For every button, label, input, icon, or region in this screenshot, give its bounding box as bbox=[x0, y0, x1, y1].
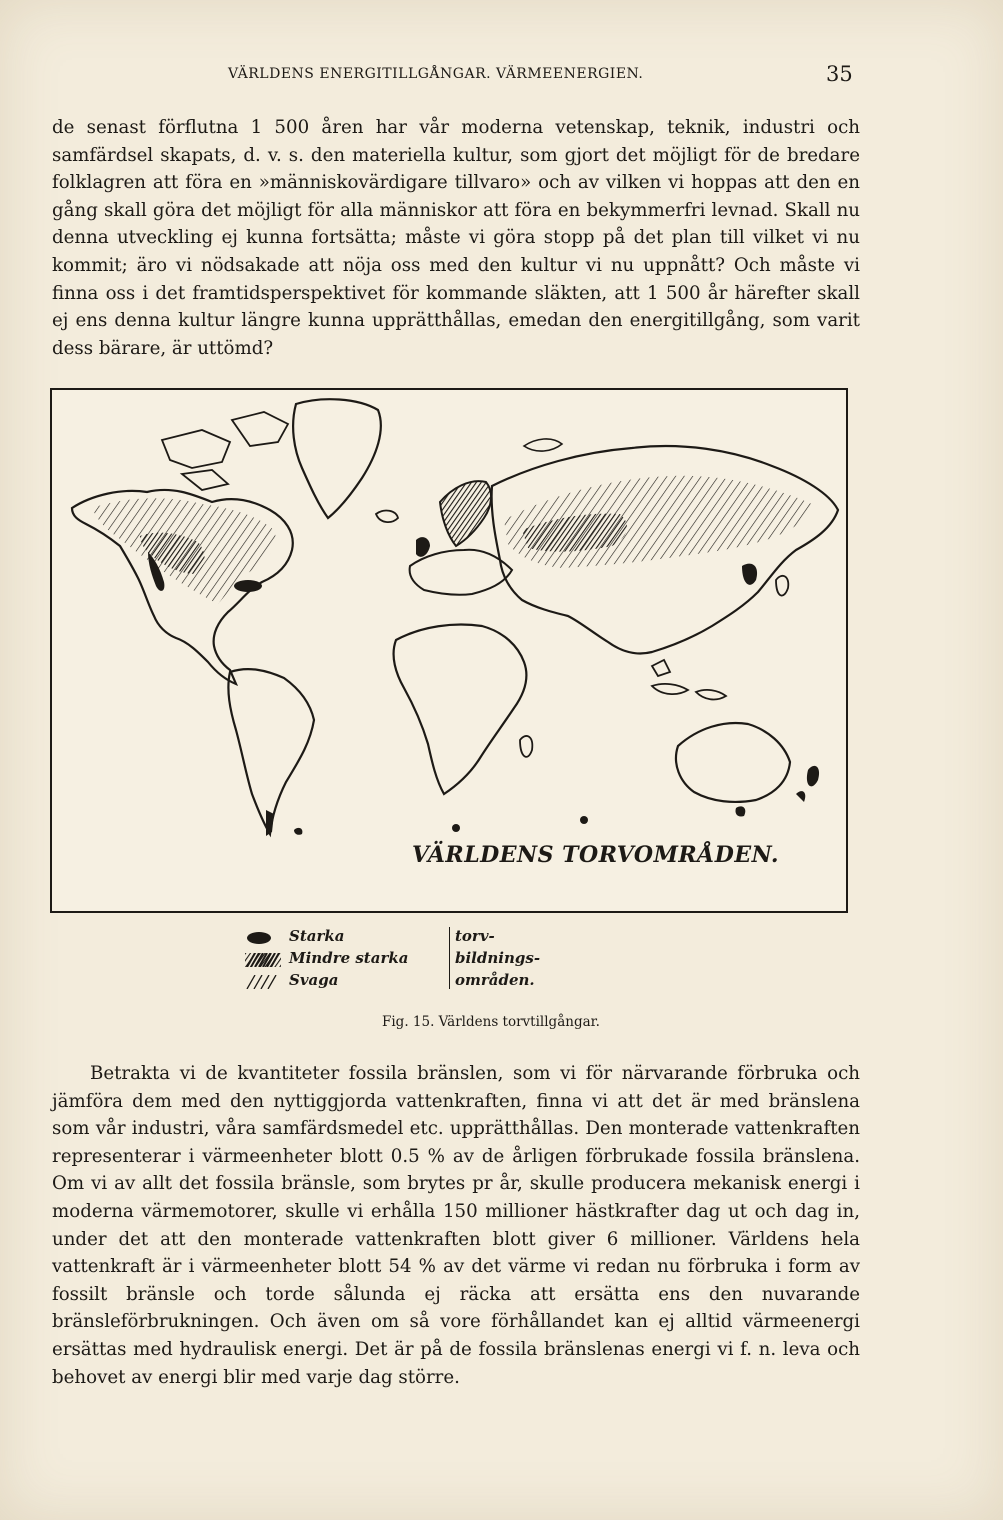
europe-outline bbox=[410, 550, 512, 595]
scandinavia-outline bbox=[440, 481, 491, 546]
japan bbox=[776, 576, 788, 596]
world-map-drawing bbox=[52, 390, 846, 911]
paragraph-intro: de senast förflutna 1 500 åren har vår moderna vetenskap, teknik, industri och samfärdsel skapats, d. v. s. den materiella kultur, som gjort det möjligt för de bredare folklagren att föra en »människovärdigare tillvaro» och av vilken vi hoppas att den en gång skall göra det möjligt för alla människor att föra en bekymmerfri levnad. Skall nu denna utveckling ej kunna fortsätta; måste vi göra stopp på det plan till vilket vi nu kommit; äro vi nödsakade att nöja oss med den kultur vi nu uppnått? Och måste vi finna oss i det framtidsperspektivet för kommande släkten, att 1 500 år härefter skall ej ens denna kultur längre kunna upprätthållas, emedan den energitillgång, som varit dess bärare, är uttömd? bbox=[52, 117, 860, 359]
legend-swatch-medium bbox=[245, 951, 281, 965]
madagascar bbox=[520, 736, 532, 757]
subantarctic-island-1 bbox=[452, 824, 460, 832]
tasmania bbox=[735, 806, 745, 816]
legend-term bbox=[455, 925, 540, 991]
australia-outline bbox=[676, 723, 790, 802]
subantarctic-island-2 bbox=[580, 816, 588, 824]
new-zealand bbox=[796, 766, 819, 802]
indonesia-islands bbox=[652, 660, 726, 699]
legend-term-line-1: torv- bbox=[455, 927, 495, 945]
peat-world-map bbox=[50, 388, 848, 913]
running-head: VÄRLDENS ENERGITILLGÅNGAR. VÄRMEENERGIEN. bbox=[228, 66, 644, 82]
legend-swatch-weak bbox=[245, 973, 281, 987]
novaya-zemlya bbox=[524, 439, 562, 451]
east-asia-peat-strong bbox=[742, 564, 757, 585]
falkland-islands bbox=[294, 828, 302, 835]
legend-swatch-strong bbox=[245, 929, 281, 943]
arctic-archipelago bbox=[162, 412, 288, 490]
great-lakes bbox=[234, 580, 262, 592]
patagonia-peat bbox=[266, 810, 274, 836]
page-number: 35 bbox=[826, 62, 853, 86]
legend-term-line-2: bildnings- bbox=[455, 949, 541, 967]
legend-term-line-3: områden. bbox=[455, 971, 535, 989]
africa-outline bbox=[394, 625, 527, 794]
iceland bbox=[376, 511, 398, 523]
greenland-outline bbox=[293, 399, 381, 518]
legend-label-strong: Starka bbox=[289, 927, 345, 945]
legend-label-weak: Svaga bbox=[289, 971, 339, 989]
legend-label-medium: Mindre starka bbox=[289, 949, 409, 967]
paragraph-body: Betrakta vi de kvantiteter fossila bränslen, som vi för närvarande förbruka och jämföra dem med den nyttiggjorda vattenkraften, finna vi att det är med bränslena som vår industri, våra samfärdsmedel etc. upprätthållas. Den monterade vattenkraften representerar i värmeenheter blott 0.5 % av de årligen förbrukade fossila bränslena. Om vi av allt det fossila bränsle, som brytes pr år, skulle producera mekanisk energi i moderna värmemotorer, skulle vi erhålla 150 millioner hästkrafter dag ut och dag in, under det att den monterade vattenkraften blott giver 6 millioner. Världens hela vattenkraft är i värmeenheter blott 54 % av det värme vi redan nu förbruka i form av fossilt bränsle och torde sålunda ej räcka att ersätta ens den nuvarande bränsleförbrukningen. Och även om så vore förhållandet kan ej alltid värmeenergi ersättas med hydraulisk energi. Det är på de fossila bränslenas energi vi f. n. leva och behovet av energi blir med varje dag större. bbox=[52, 1063, 860, 1388]
map-title: VÄRLDENS TORVOMRÅDEN. bbox=[412, 842, 779, 868]
legend-brace bbox=[441, 927, 450, 989]
british-isles-peat bbox=[416, 537, 430, 557]
figure-caption: Fig. 15. Världens torvtillgångar. bbox=[382, 1014, 600, 1030]
south-america-outline bbox=[228, 669, 314, 834]
